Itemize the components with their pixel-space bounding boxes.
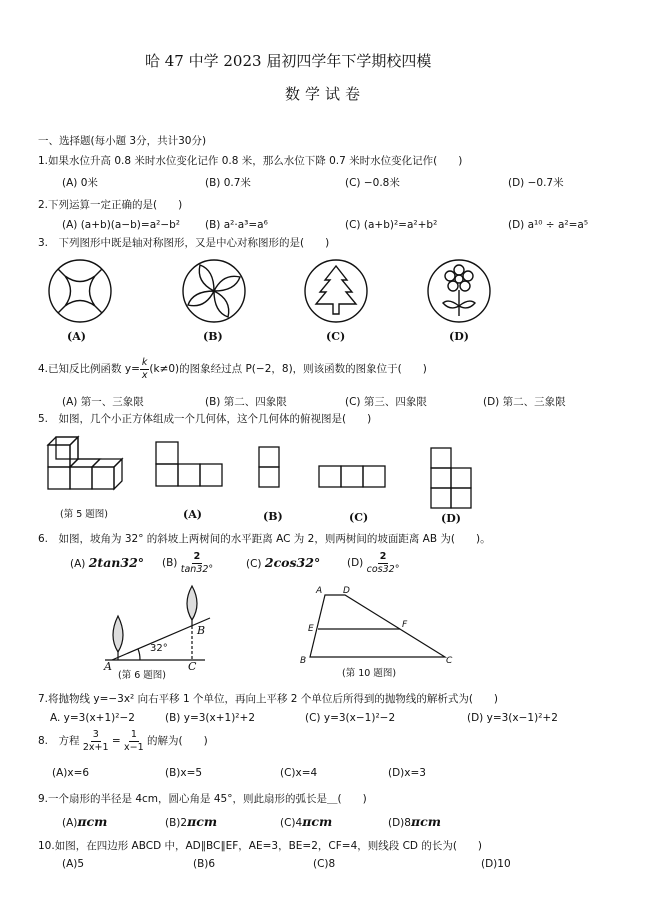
q8-text-post: 的解为( ) <box>147 735 208 747</box>
q10-option-c: (C)8 <box>313 858 336 870</box>
q10-option-d: (D)10 <box>481 858 511 870</box>
q10-caption: (第 10 题图) <box>342 668 397 679</box>
section-heading: 一、选择题(每小题 3分，共计30分) <box>38 135 207 147</box>
question-10-stem: 10.如图，在四边形 ABCD 中，AD∥BC∥EF，AE=3，BE=2，CF=4，则线段 CD 的长为( ) <box>38 840 483 852</box>
question-8-stem <box>38 730 208 752</box>
q7-option-b: (B) y=3(x+1)²+2 <box>165 712 255 724</box>
q3-label-c: (C) <box>326 330 346 343</box>
q6-b-numerator: 2 <box>193 551 201 562</box>
q4-text-pre: 4.已知反比例函数 y= <box>38 363 140 375</box>
q6-d-denominator: cos32° <box>366 563 400 575</box>
question-5-stem: 5. 如图，几个小正方体组成一个几何体，这个几何体的俯视图是( ) <box>38 413 372 425</box>
q6-option-c-label: (C) <box>246 558 262 570</box>
question-2-stem: 2.下列运算一定正确的是( ) <box>38 199 183 211</box>
question-9-stem: 9.一个扇形的半径是 4cm，圆心角是 45°，则此扇形的弧长是＿( ) <box>38 793 367 805</box>
q5-label-c: (C) <box>349 511 369 524</box>
q7-option-c: (C) y=3(x−1)²−2 <box>305 712 396 724</box>
question-7-stem: 7.将抛物线 y=−3x² 向右平移 1 个单位，再向上平移 2 个单位后所得到的抛物线的解析式为( ) <box>38 693 499 705</box>
q6-caption: (第 6 题图) <box>118 670 166 681</box>
q4-option-d: (D) 第二、三象限 <box>483 396 566 408</box>
q7-option-d: (D) y=3(x−1)²+2 <box>467 712 558 724</box>
q1-option-c: (C) −0.8米 <box>345 177 400 189</box>
exam-title: 哈 47 中学 2023 届初四学年下学期校四模 <box>145 52 432 70</box>
q6-option-a-value: 2tan32° <box>88 555 145 570</box>
q10-option-b: (B)6 <box>193 858 216 870</box>
q1-option-d: (D) −0.7米 <box>508 177 564 189</box>
q3-label-b: (B) <box>203 330 223 343</box>
q6-angle-label: 32° <box>150 643 168 654</box>
q5-caption: (第 5 题图) <box>60 509 108 520</box>
q4-text-post: (k≠0)的图象经过点 P(−2，8)，则该函数的图象位于( ) <box>149 363 427 375</box>
q8-fraction-1 <box>83 730 109 752</box>
q2-option-a: (A) (a+b)(a−b)=a²−b² <box>62 219 181 231</box>
q8-denominator-1: 2x+1 <box>82 741 109 753</box>
q2-option-b: (B) a²·a³=a⁶ <box>205 219 268 231</box>
q3-label-a: (A) <box>67 330 86 343</box>
q8-option-d: (D)x=3 <box>388 767 426 779</box>
q9-a-label: (A) <box>62 817 78 829</box>
q4-option-c: (C) 第三、四象限 <box>345 396 427 408</box>
q8-text-pre: 8. 方程 <box>38 735 80 747</box>
q6-option-b-label: (B) <box>162 557 178 569</box>
q8-option-a: (A)x=6 <box>52 767 90 779</box>
q10-option-a: (A)5 <box>62 858 85 870</box>
q10-point-a: A <box>316 586 323 596</box>
q10-point-b: B <box>300 656 307 666</box>
question-1-stem: 1.如果水位升高 0.8 米时水位变化记作 0.8 米，那么水位下降 0.7 米时水位变化记作( ) <box>38 155 463 167</box>
q6-point-b: B <box>197 624 206 637</box>
q10-point-c: C <box>446 656 453 666</box>
trapezoid-abcd <box>310 595 445 657</box>
q8-numerator-1: 3 <box>92 729 99 740</box>
q3-label-d: (D) <box>449 330 469 343</box>
q9-option-c <box>280 814 332 829</box>
q8-denominator-2: x−1 <box>124 741 144 753</box>
q6-point-c: C <box>188 660 197 673</box>
q4-option-b: (B) 第二、四象限 <box>205 396 287 408</box>
q9-a-value: πcm <box>77 814 108 829</box>
exam-subtitle: 数学试卷 <box>285 85 366 103</box>
q9-d-value: πcm <box>410 814 441 829</box>
q9-c-value: πcm <box>302 814 333 829</box>
q4-option-a: (A) 第一、三象限 <box>62 396 144 408</box>
q8-fraction-2 <box>124 730 144 752</box>
q10-point-e: E <box>308 624 314 634</box>
q1-option-b: (B) 0.7米 <box>205 177 251 189</box>
q2-option-c: (C) (a+b)²=a²+b² <box>345 219 438 231</box>
q9-b-label: (B)2 <box>165 817 188 829</box>
q10-point-f: F <box>402 620 408 630</box>
q9-option-d <box>388 814 441 829</box>
q6-b-denominator: tan32° <box>180 563 214 575</box>
q6-option-d-label: (D) <box>347 557 364 569</box>
question-6-stem: 6. 如图，坡角为 32° 的斜坡上两树间的水平距离 AC 为 2，则两树间的坡面距离 AB 为( )。 <box>38 533 491 545</box>
q5-label-a: (A) <box>183 508 202 521</box>
q6-option-c-value: 2cos32° <box>264 555 321 570</box>
q8-numerator-2: 1 <box>130 729 137 740</box>
q9-option-b <box>165 814 217 829</box>
q4-numerator: k <box>141 357 148 368</box>
q6-point-a: A <box>104 660 112 673</box>
q6-option-a-label: (A) <box>70 558 86 570</box>
q8-equals: = <box>111 735 121 747</box>
q9-b-value: πcm <box>187 814 218 829</box>
q8-option-b: (B)x=5 <box>165 767 203 779</box>
q5-label-d: (D) <box>441 512 461 525</box>
q9-option-a <box>62 814 107 829</box>
q1-option-a: (A) 0米 <box>62 177 98 189</box>
q7-option-a: A. y=3(x+1)²−2 <box>50 712 135 724</box>
q6-d-numerator: 2 <box>379 551 387 562</box>
q10-point-d: D <box>343 586 350 596</box>
q4-denominator: x <box>141 369 148 381</box>
question-3-stem: 3. 下列图形中既是轴对称图形，又是中心对称图形的是( ) <box>38 237 330 249</box>
q9-c-label: (C)4 <box>280 817 303 829</box>
q2-option-d: (D) a¹⁰ ÷ a²=a⁵ <box>508 219 589 231</box>
q8-option-c: (C)x=4 <box>280 767 318 779</box>
q5-label-b: (B) <box>263 510 283 523</box>
q9-d-label: (D)8 <box>388 817 411 829</box>
